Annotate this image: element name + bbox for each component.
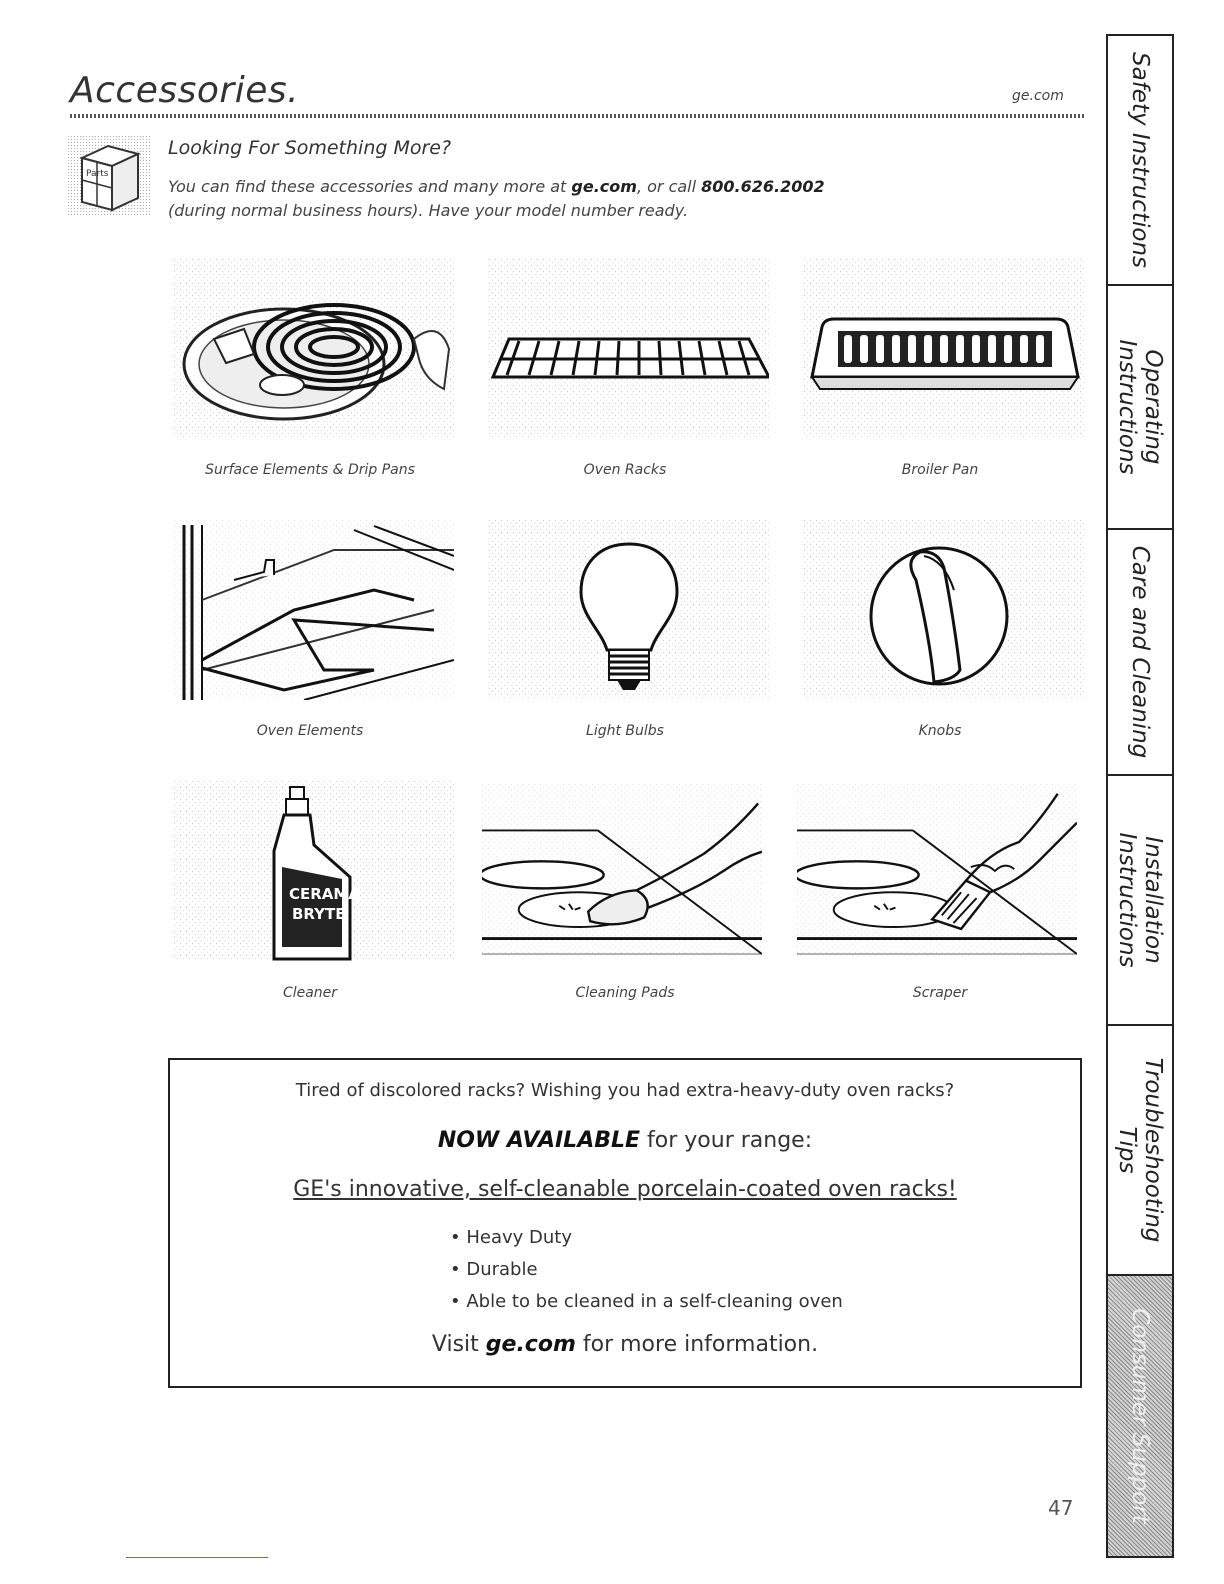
parts-box-icon — [68, 136, 150, 220]
parts-label: Parts — [86, 169, 109, 179]
caption-scraper: Scraper — [912, 985, 968, 1001]
cleaning-pad-image — [482, 781, 762, 961]
oven-element-image — [174, 520, 454, 700]
bottle-brand-1: CERAMA — [289, 885, 360, 903]
tab-label: Safety Instructions — [1127, 52, 1153, 268]
knob-image — [804, 520, 1084, 700]
promo-visit-site: ge.com — [485, 1332, 576, 1357]
intro-heading: Looking For Something More? — [168, 137, 452, 159]
tab-safety-instructions[interactable] — [1108, 36, 1172, 286]
now-available-label: NOW AVAILABLE — [437, 1128, 641, 1153]
promo-bullet-list — [450, 1222, 843, 1318]
bottle-brand-2: BRYTE — [292, 905, 346, 923]
tab-installation-instructions[interactable] — [1108, 776, 1172, 1026]
intro-text-part: , or call — [636, 177, 702, 196]
scraper-image — [797, 781, 1077, 961]
promo-text-part: for your range: — [640, 1128, 813, 1153]
promo-text-part: for more information. — [575, 1332, 819, 1357]
page-number: 47 — [1048, 1496, 1074, 1520]
caption-surface-elements: Surface Elements & Drip Pans — [205, 462, 415, 478]
tab-label: Instructions — [1114, 832, 1140, 968]
promo-bullet: • Heavy Duty — [450, 1222, 843, 1254]
tab-label: Tips — [1114, 1126, 1140, 1174]
intro-text-part: (during normal business hours). Have your model number ready. — [168, 201, 689, 220]
tab-label: Installation — [1140, 836, 1166, 964]
tab-label: Operating — [1140, 349, 1166, 465]
tab-label: Consumer Support — [1127, 1308, 1153, 1524]
cleaner-bottle-image — [174, 781, 454, 961]
tab-operating-instructions[interactable] — [1108, 286, 1172, 530]
intro-site: ge.com — [571, 177, 637, 196]
promo-now-available — [170, 1128, 1080, 1153]
caption-cleaner: Cleaner — [282, 985, 338, 1001]
promo-bullet: • Durable — [450, 1254, 843, 1286]
caption-oven-elements: Oven Elements — [256, 723, 364, 739]
promo-visit — [170, 1332, 1080, 1357]
surface-element-drip-pan-image — [174, 259, 454, 439]
page-title: Accessories. — [70, 70, 300, 111]
promo-box — [168, 1058, 1082, 1388]
tab-troubleshooting-tips[interactable] — [1108, 1026, 1172, 1276]
tab-label: Instructions — [1114, 339, 1140, 475]
tab-label: Care and Cleaning — [1127, 545, 1153, 759]
caption-knobs: Knobs — [918, 723, 962, 739]
caption-light-bulbs: Light Bulbs — [586, 723, 664, 739]
intro-phone: 800.626.2002 — [701, 177, 825, 196]
header-divider — [70, 114, 1085, 118]
header-site: ge.com — [1012, 88, 1064, 104]
section-sidebar — [1106, 34, 1174, 1558]
promo-bullet: • Able to be cleaned in a self-cleaning oven — [450, 1286, 843, 1318]
light-bulb-image — [489, 520, 769, 700]
promo-headline: GE's innovative, self-cleanable porcelain-coated oven racks! — [293, 1177, 957, 1202]
promo-question: Tired of discolored racks? Wishing you had extra-heavy-duty oven racks? — [295, 1080, 955, 1101]
tab-consumer-support[interactable] — [1108, 1276, 1172, 1556]
tab-label: Troubleshooting — [1140, 1057, 1166, 1243]
promo-text-part: Visit — [431, 1332, 486, 1357]
caption-oven-racks: Oven Racks — [583, 462, 667, 478]
broiler-pan-image — [804, 259, 1084, 439]
oven-rack-image — [489, 259, 769, 439]
intro-text — [168, 175, 928, 223]
footer-line — [126, 1557, 268, 1558]
intro-text-part: You can find these accessories and many more at — [168, 177, 572, 196]
tab-care-and-cleaning[interactable] — [1108, 530, 1172, 776]
caption-cleaning-pads: Cleaning Pads — [575, 985, 675, 1001]
caption-broiler-pan: Broiler Pan — [901, 462, 979, 478]
